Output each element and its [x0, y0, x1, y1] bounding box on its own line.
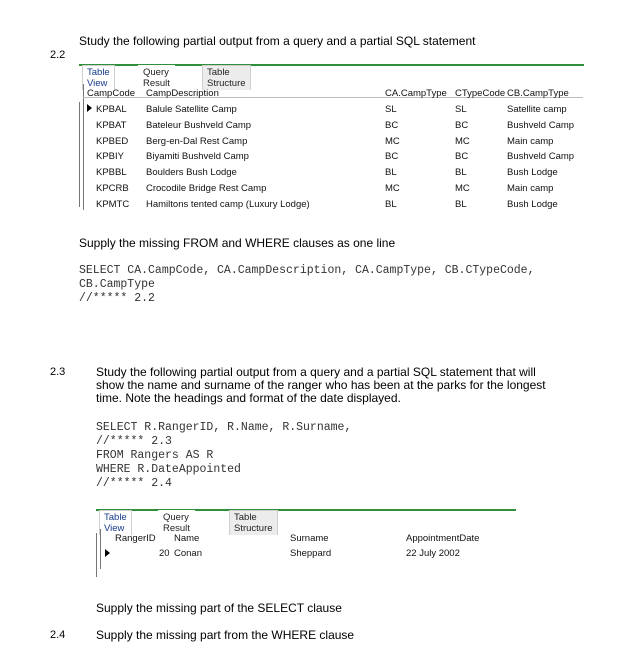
q22-code-line-1: SELECT CA.CampCode, CA.CampDescription, CA.CampType, CB.CTypeCode,: [79, 264, 535, 277]
q22-cell: MC: [455, 135, 470, 147]
q23-cell: Sheppard: [290, 548, 332, 559]
q22-cell: SL: [455, 104, 467, 115]
q22-column-header: CB.CampType: [507, 88, 569, 99]
q22-cell: KPCRB: [96, 183, 129, 194]
q22-cell: Balule Satellite Camp: [146, 104, 237, 115]
q22-cell: KPBED: [96, 135, 129, 147]
q23-code-line-4: WHERE R.DateAppointed: [96, 463, 241, 476]
q22-result-panel: [79, 62, 584, 214]
tab-table-structure[interactable]: Table Structure: [202, 65, 251, 90]
q22-column-header: CTypeCode: [455, 88, 506, 99]
q22-cell: BC: [385, 151, 399, 163]
q22-cell: KPBBL: [96, 167, 127, 179]
q22-cell: Bush Lodge: [507, 198, 558, 210]
tab-query-result[interactable]: Query Result: [158, 510, 195, 535]
q23-result-panel: [96, 507, 516, 577]
q22-cell: Hamiltons tented camp (Luxury Lodge): [146, 198, 310, 210]
q22-cell: Berg-en-Dal Rest Camp: [146, 135, 248, 147]
q22-cell: KPMTC: [96, 198, 130, 210]
q23-statement-line-1: Study the following partial output from a query and a partial SQL statement that will: [96, 365, 536, 379]
q22-cell: SL: [385, 104, 397, 115]
q22-result-grid: [79, 84, 584, 214]
q22-cell: BL: [455, 198, 467, 210]
tab-query-result[interactable]: Query Result: [138, 65, 175, 90]
q22-cell: BC: [455, 151, 469, 163]
q22-cell: BL: [455, 167, 467, 179]
q22-cell: KPBAT: [96, 119, 127, 131]
grid-row-selector-border: [100, 529, 101, 569]
q23-column-header: AppointmentDate: [406, 533, 480, 544]
q23-code-line-2: //***** 2.3: [96, 435, 172, 448]
q22-cell: Main camp: [507, 135, 554, 147]
q22-column-header: CampDescription: [146, 88, 219, 99]
q22-column-header: CampCode: [87, 88, 136, 99]
q22-cell: BL: [385, 167, 397, 179]
q23-code-line-5: //***** 2.4: [96, 477, 172, 490]
q22-cell: Bushveld Camp: [507, 151, 575, 163]
q23-column-header: Surname: [290, 533, 329, 544]
q22-cell: Bushveld Camp: [507, 119, 575, 131]
q23-instruction: Supply the missing part of the SELECT clause: [96, 601, 342, 615]
q22-cell: Boulders Bush Lodge: [146, 167, 237, 179]
tab-table-view[interactable]: Table View: [82, 65, 115, 90]
current-row-arrow-icon: [105, 549, 110, 557]
q22-code-line-3: //***** 2.2: [79, 292, 155, 305]
q23-statement-line-3: time. Note the headings and format of the date displayed.: [96, 391, 401, 405]
q22-cell: KPBIY: [96, 151, 124, 163]
q22-cell: KPBAL: [96, 104, 127, 115]
q24-number: 2.4: [50, 629, 66, 641]
q23-cell: 20: [159, 548, 170, 559]
q22-instruction: Supply the missing FROM and WHERE clauses as one line: [79, 236, 396, 250]
q24-instruction: Supply the missing part from the WHERE clause: [96, 628, 355, 642]
q22-cell: MC: [455, 183, 470, 194]
grid-left-border: [96, 533, 97, 577]
q22-cell: BC: [385, 119, 399, 131]
q23-cell: Conan: [174, 548, 202, 559]
q23-column-header: Name: [174, 533, 200, 544]
q23-number: 2.3: [50, 366, 66, 378]
q22-statement: Study the following partial output from a query and a partial SQL statement: [79, 34, 476, 48]
q22-cell: Bush Lodge: [507, 167, 558, 179]
q23-code-line-1: SELECT R.RangerID, R.Name, R.Surname,: [96, 421, 352, 434]
q22-cell: Satellite camp: [507, 104, 567, 115]
current-row-arrow-icon: [87, 104, 92, 112]
q22-cell: MC: [385, 135, 400, 147]
q23-code-line-3: FROM Rangers AS R: [96, 449, 214, 462]
grid-row-selector-border: [83, 84, 84, 210]
q22-number: 2.2: [50, 49, 66, 61]
q22-cell: BC: [455, 119, 469, 131]
q23-statement-line-2: show the name and surname of the ranger who has been at the parks for the longest: [96, 378, 546, 392]
q23-cell: 22 July 2002: [406, 548, 460, 559]
q22-cell: Biyamiti Bushveld Camp: [146, 151, 249, 163]
q22-cell: Main camp: [507, 183, 554, 194]
tab-table-structure[interactable]: Table Structure: [229, 510, 278, 535]
tab-table-view[interactable]: Table View: [99, 510, 132, 535]
q22-cell: BL: [385, 198, 397, 210]
q23-column-header: RangerID: [115, 533, 156, 544]
q23-result-grid: [96, 529, 516, 577]
q22-cell: Bateleur Bushveld Camp: [146, 119, 252, 131]
q22-cell: Crocodile Bridge Rest Camp: [146, 183, 267, 194]
q22-cell: MC: [385, 183, 400, 194]
q22-code-line-2: CB.CampType: [79, 278, 155, 291]
q22-column-header: CA.CampType: [385, 88, 447, 99]
grid-left-border: [79, 102, 80, 207]
